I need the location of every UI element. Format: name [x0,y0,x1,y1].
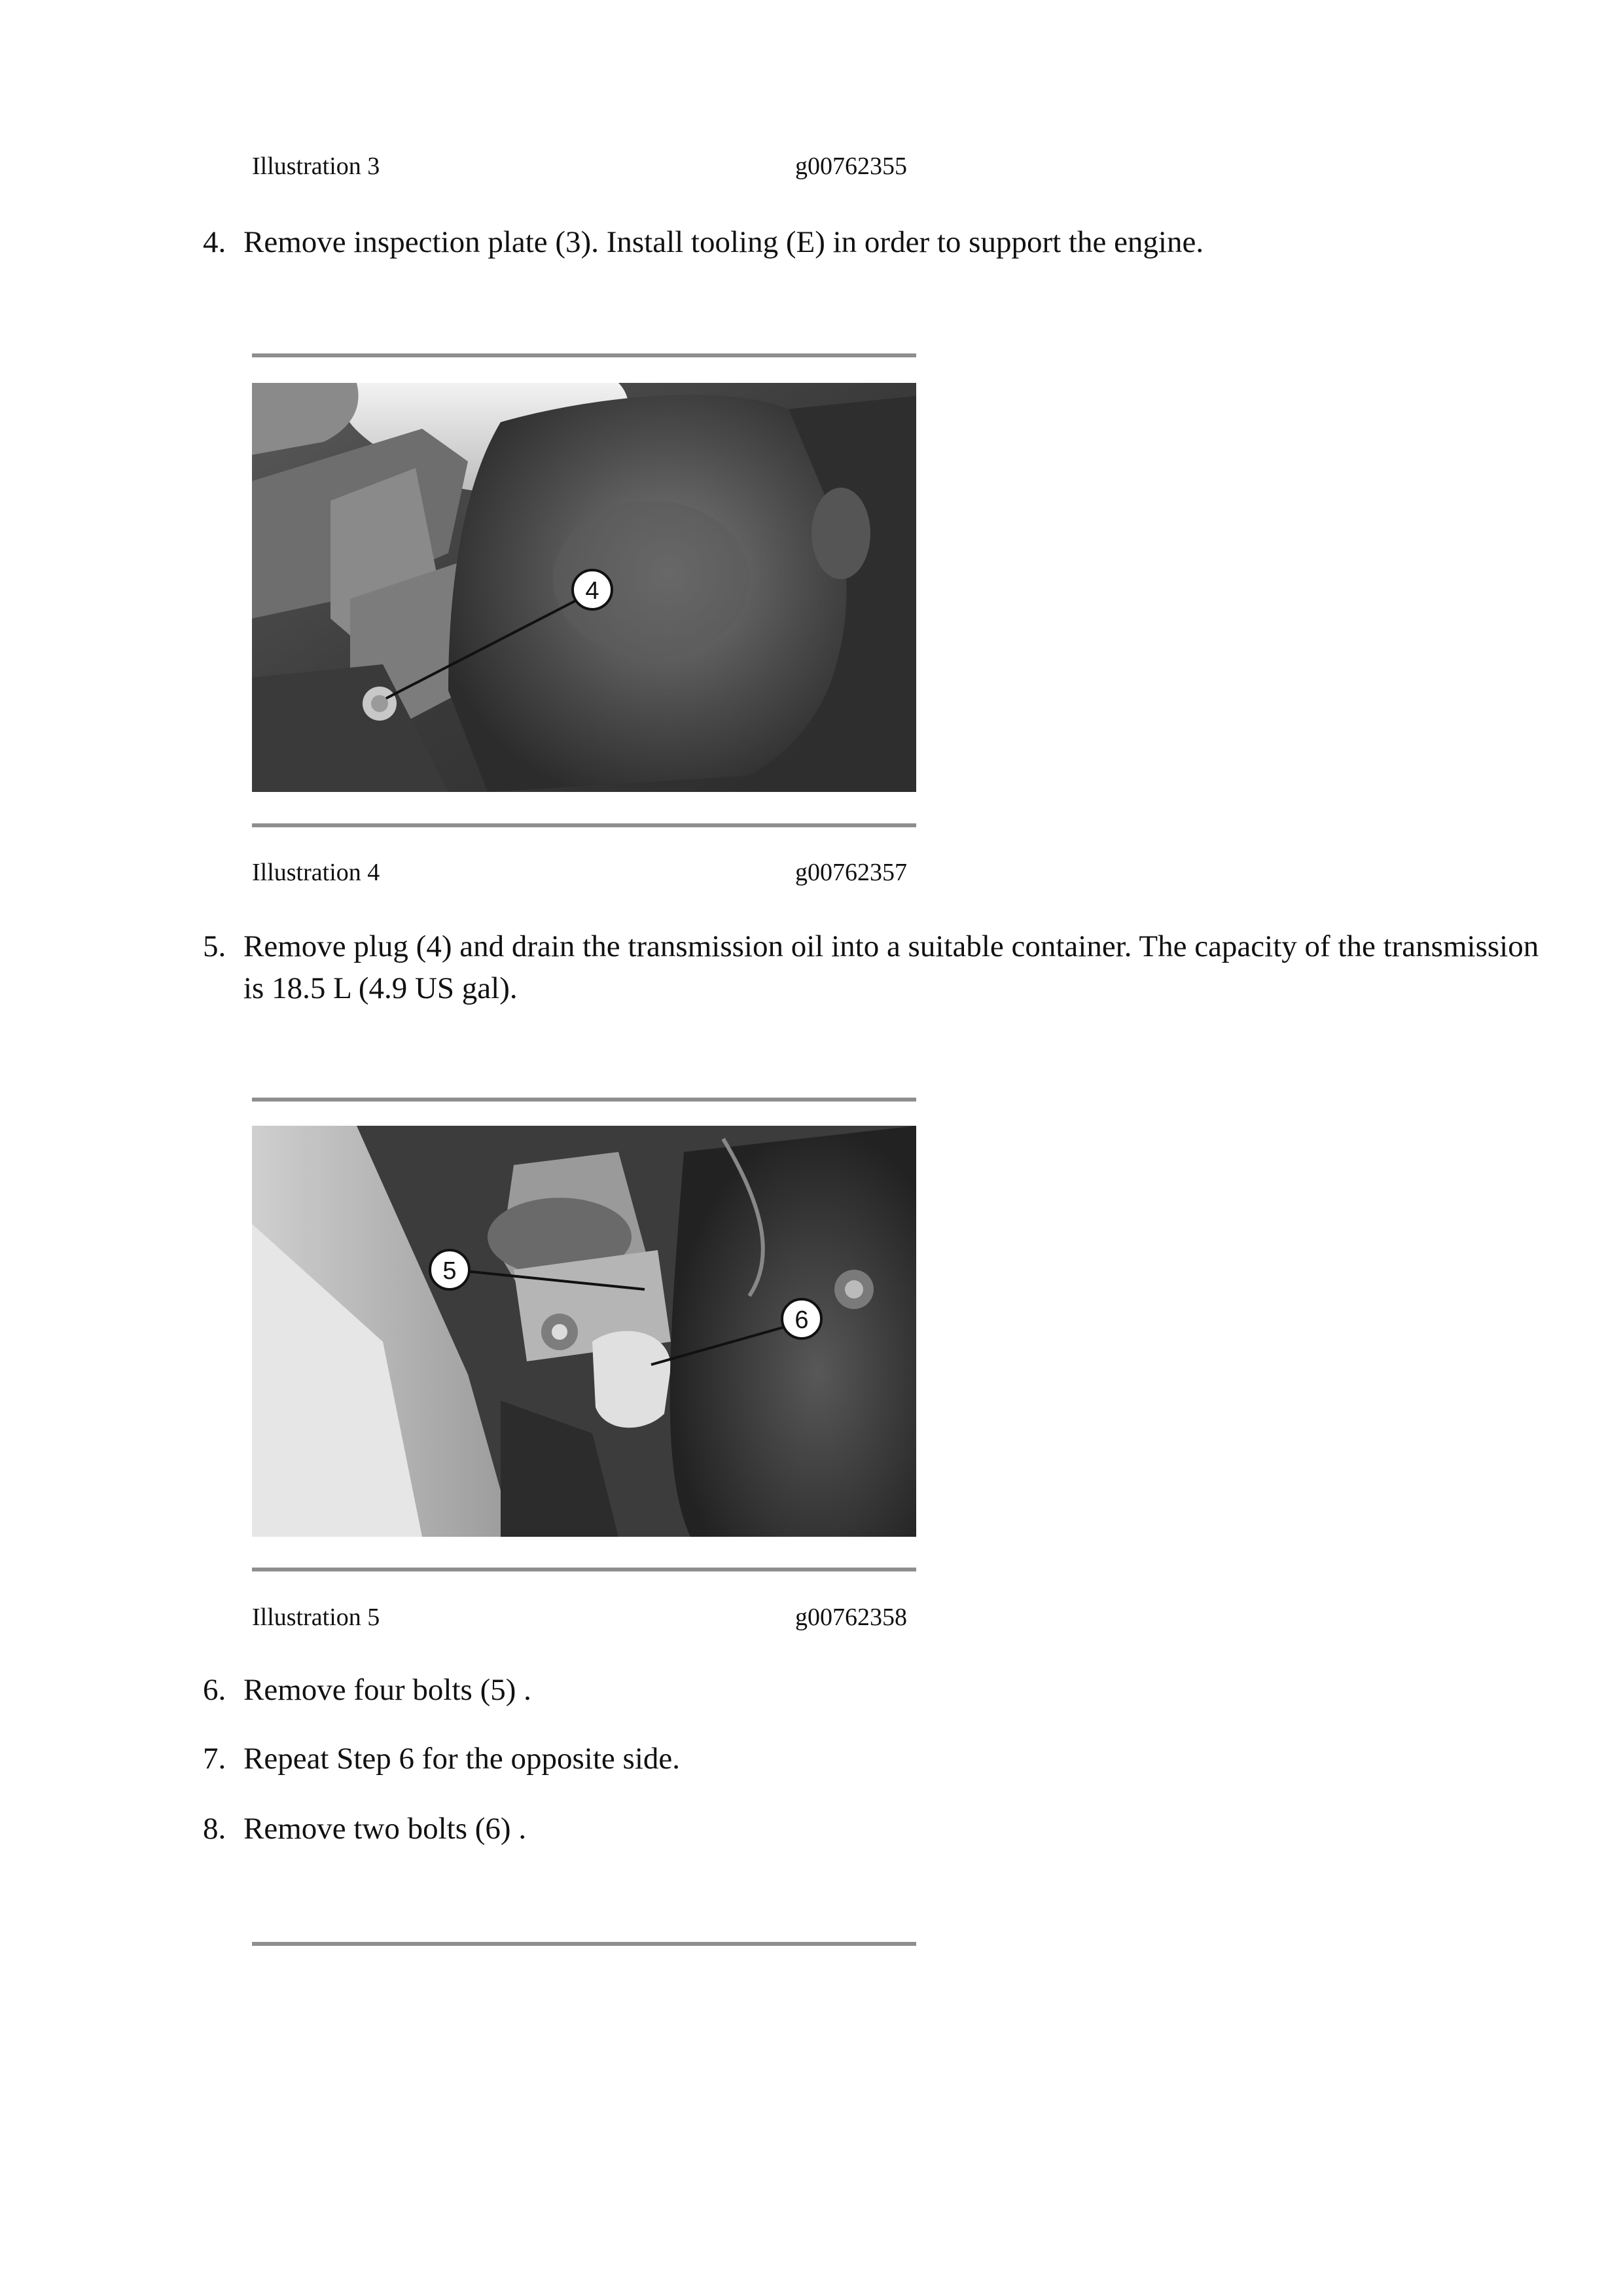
step-number: 8. [203,1812,226,1846]
figure-top-rule [252,1098,916,1102]
step-number: 6. [203,1673,226,1707]
illustration-5-label: Illustration 5 [252,1604,380,1631]
callout-5-label: 5 [442,1257,457,1285]
step-number: 5. [203,929,226,963]
figure-bottom-rule [252,823,916,827]
illustration-4-code: g00762357 [795,859,907,886]
illustration-5-photo [252,1126,916,1537]
step-text: Repeat Step 6 for the opposite side. [243,1742,680,1776]
illustration-3-label: Illustration 3 [252,152,380,180]
step-number: 4. [203,225,226,259]
step-text: Remove inspection plate (3). Install tooling (E) in order to support the engine. [243,225,1204,259]
figure-bottom-rule [252,1568,916,1571]
callout-4-label: 4 [585,577,599,605]
illustration-4-photo [252,383,916,792]
figure-top-rule [252,353,916,357]
illustration-3-code: g00762355 [795,152,907,180]
figure-top-rule [252,1942,916,1946]
step-text: Remove plug (4) and drain the transmission oil into a suitable container. The capacity of the transmission is 18.5 L (4.9 US gal). [243,929,1539,1005]
callout-6-label: 6 [794,1306,809,1334]
illustration-5-code: g00762358 [795,1604,907,1631]
step-number: 7. [203,1742,226,1776]
illustration-4-label: Illustration 4 [252,859,380,886]
step-text: Remove four bolts (5) . [243,1673,531,1707]
step-text: Remove two bolts (6) . [243,1812,527,1846]
